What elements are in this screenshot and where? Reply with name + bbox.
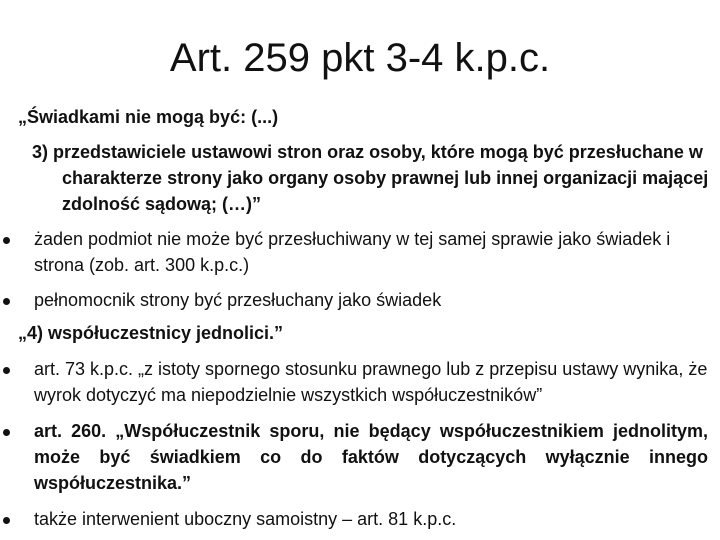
bullet-dot-icon xyxy=(3,517,10,524)
quote-item-3: 3) przedstawiciele ustawowi stron oraz osoby, które mogą być przesłuchane w charakterze strony jako organy osoby prawnej lub innej organizacji mającej zdolność sądową; (…)” xyxy=(32,142,709,214)
slide-title: Art. 259 pkt 3-4 k.p.c. xyxy=(169,36,551,80)
bullet-dot-icon xyxy=(3,298,10,305)
quote-intro: „Świadkami nie mogą być: (...) xyxy=(18,107,279,127)
bullet-text: art. 73 k.p.c. „z istoty spornego stosunku prawnego lub z przepisu ustawy wynika, że wyrok dotyczyć ma niepodzielnie wszystkich współuczestników” xyxy=(34,359,708,405)
quote-item-4: „4) współuczestnicy jednolici.” xyxy=(18,323,284,343)
bullet-dot-icon xyxy=(3,429,10,436)
bullet-dot-icon xyxy=(3,367,10,374)
bullet-text: art. 260. „Współuczestnik sporu, nie będący współuczestnikiem jednolitym, może być świadkiem co do faktów dotyczących wyłącznie innego współuczestnika.” xyxy=(34,421,708,493)
bullet-text: żaden podmiot nie może być przesłuchiwany w tej samej sprawie jako świadek i strona (zob. art. 300 k.p.c.) xyxy=(34,229,671,275)
bullet-text: pełnomocnik strony być przesłuchany jako świadek xyxy=(34,290,442,310)
bullet-dot-icon xyxy=(3,237,10,244)
bullet-text: także interwenient uboczny samoistny – art. 81 k.p.c. xyxy=(34,509,457,529)
